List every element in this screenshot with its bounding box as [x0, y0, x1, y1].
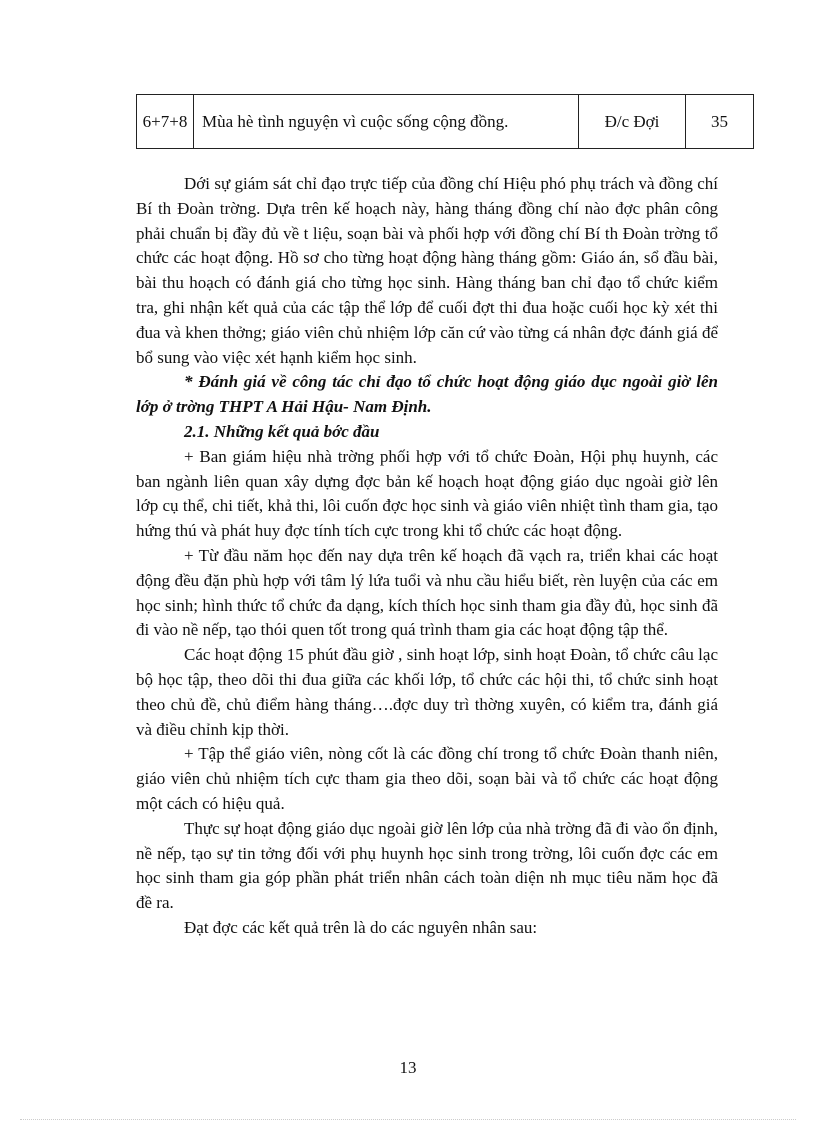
activity-cell: Mùa hè tình nguyện vì cuộc sống cộng đồng. [194, 95, 579, 149]
body-text [136, 172, 718, 941]
table-row [137, 95, 754, 149]
page-number: 13 [399, 1058, 417, 1077]
paragraph-stability: Thực sự hoạt động giáo dục ngoài giờ lên lớp của nhà trờng đã đi vào ổn định, nề nếp, tạo sự tin tởng đối với phụ huynh học sinh trong trờng, lôi cuốn đợc các em học sinh tham gia góp phần phát triển nhân cách toàn diện nh mục tiêu năm học đã đề ra. [136, 818, 718, 913]
paragraph-supervision: Dới sự giám sát chỉ đạo trực tiếp của đồng chí Hiệu phó phụ trách và đồng chí Bí th Đoàn trờng. Dựa trên kế hoạch này, hàng tháng đồng chí nào đợc phân công phải chuẩn bị đầy đủ về t liệu, soạn bài và phối hợp với đồng chí Bí th Đoàn trờng tổ chức các hoạt động. Hồ sơ cho từng hoạt động hàng tháng gồm: Giáo án, sổ đầu bài, bài thu hoạch có đánh giá cho từng học sinh. Hàng tháng ban chỉ đạo tổ chức kiểm tra, ghi nhận kết quả của các tập thể lớp để cuối đợt thi đua hoặc cuối học kỳ xét thi đua và khen thởng; giáo viên chủ nhiệm lớp căn cứ vào từng cá nhân đợc đánh giá để bổ sung vào việc xét hạnh kiểm học sinh. [136, 174, 718, 367]
paragraph-plan: + Từ đầu năm học đến nay dựa trên kế hoạch đã vạch ra, triển khai các hoạt động đều đặn phù hợp với tâm lý lứa tuổi và nhu cầu hiểu biết, rèn luyện của các em học sinh; hình thức tổ chức đa dạng, kích thích học sinh tham gia đầy đủ, học sinh đã đi vào nề nếp, tạo thói quen tốt trong quá trình tham gia các hoạt động tập thể. [136, 545, 718, 640]
footer-divider [20, 1119, 796, 1120]
paragraph-activities: Các hoạt động 15 phút đầu giờ , sinh hoạt lớp, sinh hoạt Đoàn, tổ chức câu lạc bộ học tập, theo dõi thi đua giữa các khối lớp, tổ chức các hội thi, tổ chức sinh hoạt theo chủ đề, chủ điểm hàng tháng….đợc duy trì thờng xuyên, có kiểm tra, đánh giá và điều chỉnh kịp thời. [136, 645, 718, 739]
activity-table [136, 94, 754, 149]
paragraph-reasons: Đạt đợc các kết quả trên là do các nguyên nhân sau: [184, 917, 538, 937]
subsection-heading: 2.1. Những kết quả bớc đầu [184, 421, 380, 441]
section-heading: * Đánh giá về công tác chỉ đạo tổ chức hoạt động giáo dục ngoài giờ lên lớp ở trờng THPT A Hải Hậu- Nam Định. [136, 372, 718, 417]
count-cell: 35 [686, 95, 754, 149]
row-number-cell: 6+7+8 [137, 95, 194, 149]
paragraph-board: + Ban giám hiệu nhà trờng phối hợp với tổ chức Đoàn, Hội phụ huynh, các ban ngành liên quan xây dựng đợc bản kế hoạch hoạt động giáo dục ngoài giờ lên lớp cụ thể, chi tiết, khả thi, lôi cuốn đợc học sinh và giáo viên nhiệt tình tham gia, tạo hứng thú và phát huy đợc tính tích cực trong khi tổ chức các hoạt động. [136, 446, 718, 541]
paragraph-teachers: + Tập thể giáo viên, nòng cốt là các đồng chí trong tổ chức Đoàn thanh niên, giáo viên chủ nhiệm tích cực tham gia theo dõi, soạn bài và tổ chức các hoạt động một cách có hiệu quả. [136, 744, 718, 813]
person-cell: Đ/c Đợi [579, 95, 686, 149]
